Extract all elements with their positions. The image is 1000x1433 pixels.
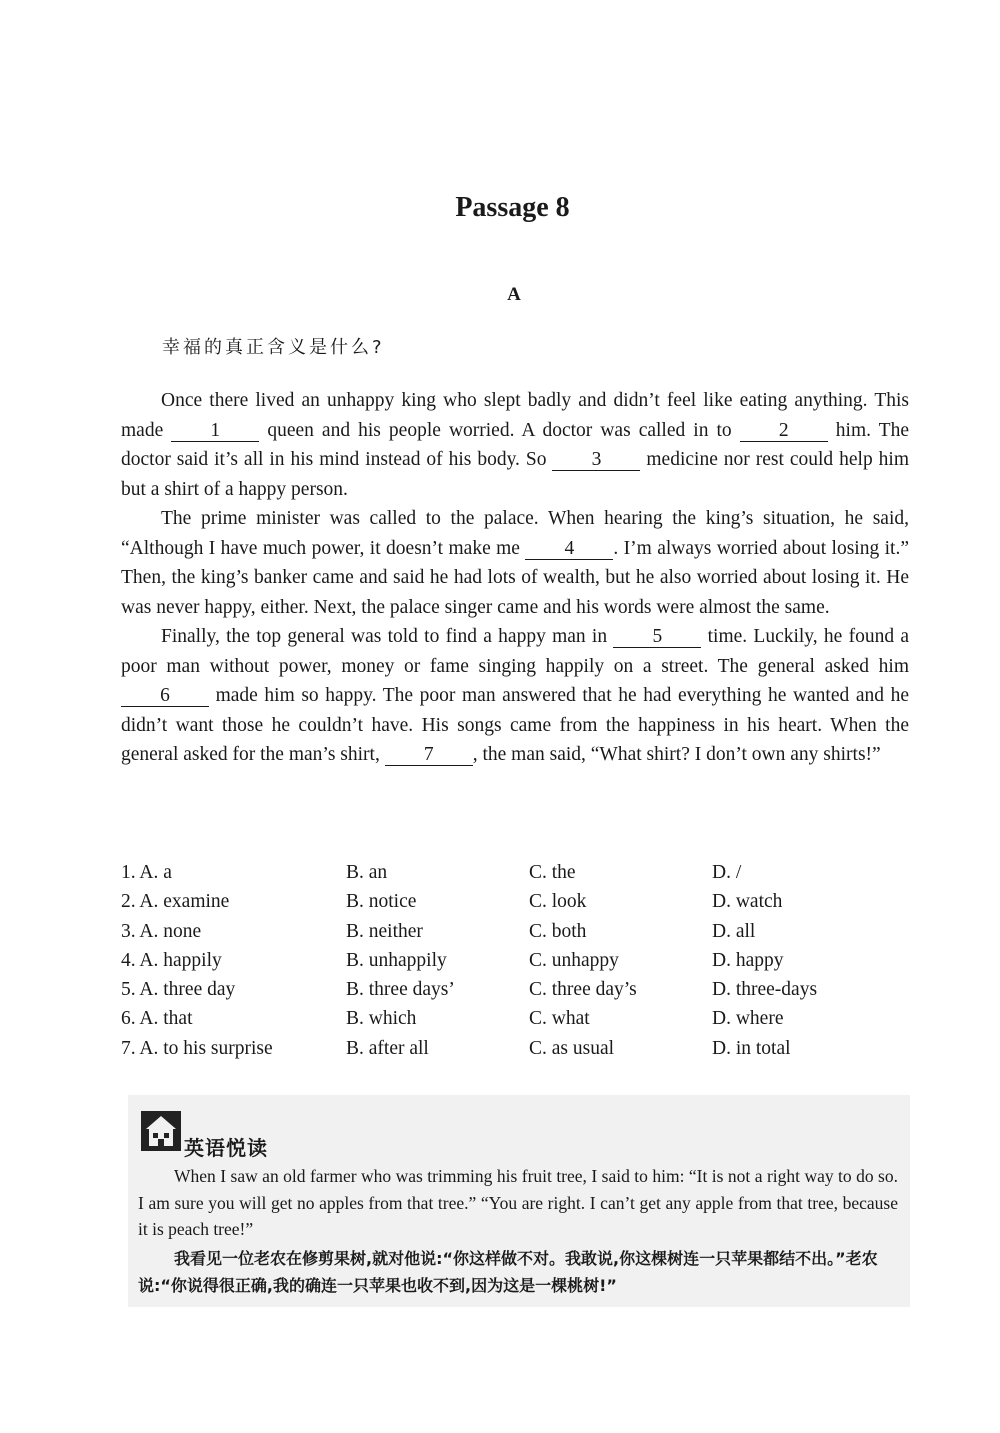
reading-english-text: When I saw an old farmer who was trimming his fruit tree, I said to him: “It is not a right way to do so. I am sure you will get no apples from that tree.” “You are right. I can’t get any apple from that tree, because it is peach tree!”: [138, 1166, 898, 1239]
option-row-2: [121, 887, 921, 916]
paragraph-3: Finally, the top general was told to find a happy man in 5 time. Luckily, he found a poor man without power, money or fame singing happily on a street. The general asked him 6 made him so happy. The poor man answered that he had everything he wanted and he didn’t want those he couldn’t have. His songs came from the happiness in his heart. When the general asked for the man’s shirt, 7 , the man said, “What shirt? I don’t own any shirts!”: [121, 626, 909, 765]
blank-7: 7: [385, 745, 473, 766]
paragraph-2: The prime minister was called to the palace. When hearing the king’s situation, he said, “Although I have much power, it doesn’t make me 4 . I’m always worried about losing it.” Then, the king’s banker came and said he had lots of wealth, but he also worried about losing it. He was never happy, either. Next, the palace singer came and his words were almost the same.: [121, 508, 909, 618]
paragraph-1: Once there lived an unhappy king who slept badly and didn’t feel like eating anything. This made 1 queen and his people worried. A doctor was called in to 2 him. The doctor said it’s all in his mind instead of his body. So 3 medicine nor rest could help him but a shirt of a happy person.: [121, 390, 909, 500]
option-row-3: [121, 917, 921, 946]
option-3-a: 3. A. none: [121, 920, 202, 942]
house-icon: [140, 1110, 182, 1152]
reading-chinese-text: 我看见一位老农在修剪果树,就对他说:“你这样做不对。我敢说,你这棵树连一只苹果都结不出。”老农说:“你说得很正确,我的确连一只苹果也收不到,因为这是一棵桃树!”: [138, 1249, 878, 1295]
option-4-a: 4. A. happily: [121, 949, 222, 971]
option-1-b: B. an: [346, 862, 388, 883]
blank-2: 2: [740, 421, 828, 442]
option-6-c: C. what: [529, 1008, 590, 1030]
option-6-d: D. where: [712, 1008, 784, 1030]
option-3-d: D. all: [712, 920, 756, 942]
option-5-d: D. three-days: [712, 979, 818, 1001]
option-2-a: 2. A. examine: [121, 891, 230, 913]
option-4-d: D. happy: [712, 949, 784, 971]
blank-1: 1: [171, 421, 259, 442]
option-row-6: [121, 1004, 921, 1033]
option-1-a: 1. A. a: [121, 862, 172, 883]
reading-title: 英语悦读: [184, 1136, 268, 1160]
option-1-c: C. the: [529, 862, 576, 883]
option-2-d: D. watch: [712, 891, 783, 913]
section-label: A: [507, 284, 521, 305]
answer-options: [121, 858, 921, 1063]
option-7-d: D. in total: [712, 1037, 791, 1059]
option-row-7: [121, 1034, 921, 1063]
option-4-c: C. unhappy: [529, 949, 619, 971]
option-5-b: B. three days’: [346, 979, 455, 1001]
option-5-a: 5. A. three day: [121, 979, 236, 1001]
option-7-b: B. after all: [346, 1037, 429, 1059]
option-row-1: [121, 858, 921, 887]
blank-4: 4: [525, 539, 613, 560]
intro-question-cn: 幸福的真正含义是什么?: [162, 337, 385, 358]
passage-title: Passage 8: [455, 192, 570, 223]
option-1-d: D. /: [712, 862, 742, 883]
option-7-c: C. as usual: [529, 1037, 615, 1059]
option-row-5: [121, 975, 921, 1004]
passage-body: [121, 386, 909, 770]
option-6-b: B. which: [346, 1008, 417, 1030]
blank-5: 5: [613, 627, 701, 648]
option-row-4: [121, 946, 921, 975]
option-2-b: B. notice: [346, 891, 417, 913]
option-5-c: C. three day’s: [529, 979, 637, 1001]
option-3-b: B. neither: [346, 920, 423, 942]
blank-3: 3: [552, 450, 640, 471]
blank-6: 6: [121, 686, 209, 707]
option-6-a: 6. A. that: [121, 1008, 193, 1030]
option-3-c: C. both: [529, 920, 587, 942]
option-2-c: C. look: [529, 891, 587, 913]
option-7-a: 7. A. to his surprise: [121, 1037, 273, 1059]
option-4-b: B. unhappily: [346, 949, 447, 971]
